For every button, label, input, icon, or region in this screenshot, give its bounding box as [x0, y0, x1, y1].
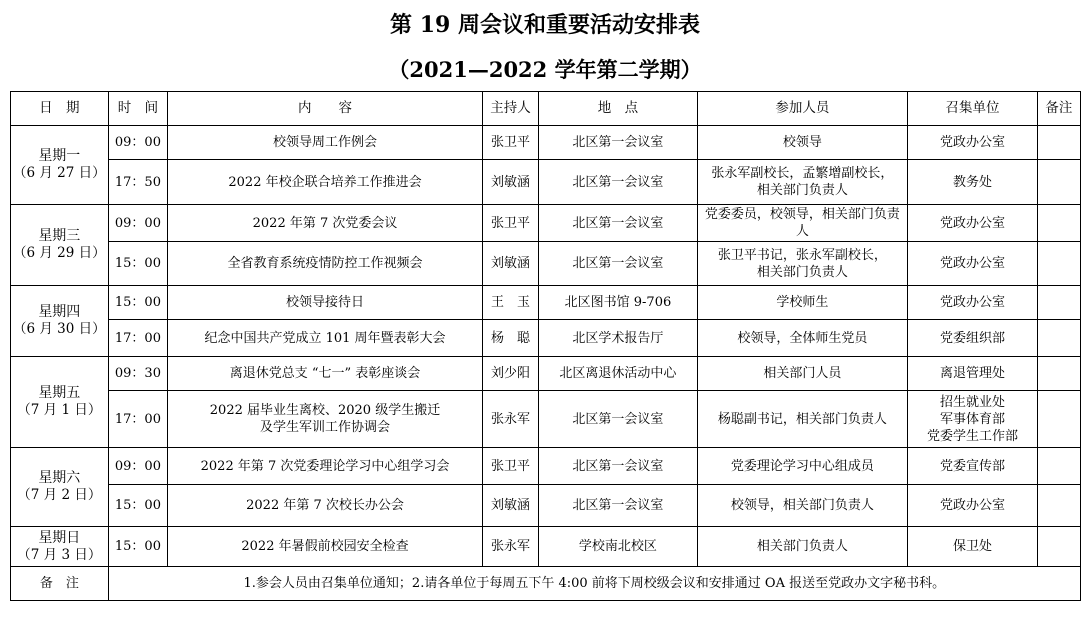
table-row	[11, 160, 1081, 205]
event-place: 学校南北校区	[539, 527, 697, 567]
event-participants: 校领导，相关部门负责人	[697, 485, 908, 527]
header-row	[11, 92, 1081, 126]
event-organizer	[908, 391, 1038, 448]
day-date: （7 月 3 日）	[17, 546, 102, 563]
event-content: 校领导周工作例会	[168, 126, 483, 160]
page-title: 第 19 周会议和重要活动安排表	[390, 12, 700, 38]
event-organizer: 党政办公室	[908, 126, 1038, 160]
event-time: 15：00	[108, 527, 168, 567]
event-place: 北区第一会议室	[539, 485, 697, 527]
event-participants: 校领导	[697, 126, 908, 160]
event-participants-line: 张卫平书记，张永军副校长，	[717, 247, 887, 263]
event-remark	[1037, 320, 1080, 357]
event-participants: 杨聪副书记，相关部门负责人	[697, 391, 908, 448]
event-remark	[1037, 485, 1080, 527]
event-host: 刘敏涵	[482, 160, 539, 205]
event-content: 全省教育系统疫情防控工作视频会	[168, 242, 483, 286]
event-time: 09：00	[108, 126, 168, 160]
event-time: 15：00	[108, 242, 168, 286]
header-date: 日 期	[11, 92, 109, 126]
event-participants: 学校师生	[697, 286, 908, 320]
day-name: 星期日	[38, 529, 81, 546]
event-participants-line: 张永军副校长，孟繁增副校长，	[711, 166, 894, 181]
event-organizer: 党政办公室	[908, 205, 1038, 242]
header-time: 时 间	[108, 92, 168, 126]
event-content: 离退休党总支 “七一” 表彰座谈会	[168, 357, 483, 391]
event-participants-line: 相关部门负责人	[756, 264, 848, 280]
event-host: 刘敏涵	[482, 485, 539, 527]
event-organizer: 党政办公室	[908, 286, 1038, 320]
event-organizer: 党政办公室	[908, 242, 1038, 286]
event-time: 09：30	[108, 357, 168, 391]
schedule-table	[10, 91, 1081, 601]
event-organizer: 党委宣传部	[908, 448, 1038, 485]
event-place: 北区第一会议室	[539, 205, 697, 242]
event-remark	[1037, 160, 1080, 205]
event-time: 17：00	[108, 391, 168, 448]
header-participants: 参加人员	[697, 92, 908, 126]
event-place: 北区学术报告厅	[539, 320, 697, 357]
day-date: （6 月 30 日）	[13, 321, 106, 337]
event-organizer: 党政办公室	[908, 485, 1038, 527]
day-date: （6 月 27 日）	[13, 165, 106, 181]
event-organizer-line: 招生就业处	[940, 394, 1006, 410]
table-row	[11, 357, 1081, 391]
event-content: 纪念中国共产党成立 101 周年暨表彰大会	[168, 320, 483, 357]
header-place: 地 点	[539, 92, 697, 126]
day-cell	[11, 357, 109, 448]
notes-row	[11, 567, 1081, 601]
event-host: 张永军	[482, 527, 539, 567]
event-organizer: 教务处	[908, 160, 1038, 205]
event-participants: 相关部门负责人	[697, 527, 908, 567]
event-place: 北区第一会议室	[539, 242, 697, 286]
day-name: 星期四	[38, 304, 81, 320]
day-cell	[11, 286, 109, 357]
event-organizer: 离退管理处	[908, 357, 1038, 391]
event-host: 杨 聪	[482, 320, 539, 357]
event-place: 北区第一会议室	[539, 448, 697, 485]
event-organizer-line: 军事体育部	[940, 411, 1006, 427]
event-content	[168, 391, 483, 448]
event-content: 2022 年第 7 次党委理论学习中心组学习会	[168, 448, 483, 485]
table-row	[11, 485, 1081, 527]
event-participants: 校领导，全体师生党员	[697, 320, 908, 357]
event-remark	[1037, 242, 1080, 286]
notes-label: 备 注	[11, 567, 109, 601]
event-participants	[697, 242, 908, 286]
day-name: 星期六	[38, 470, 81, 486]
table-row	[11, 527, 1081, 567]
day-name: 星期五	[38, 385, 81, 401]
event-remark	[1037, 357, 1080, 391]
event-participants: 党委委员，校领导，相关部门负责人	[697, 205, 908, 242]
table-row	[11, 242, 1081, 286]
event-place: 北区第一会议室	[539, 126, 697, 160]
event-host: 张永军	[482, 391, 539, 448]
event-content: 2022 年暑假前校园安全检查	[168, 527, 483, 567]
event-place: 北区第一会议室	[539, 160, 697, 205]
event-host: 刘敏涵	[482, 242, 539, 286]
header-organizer: 召集单位	[908, 92, 1038, 126]
event-content: 2022 年第 7 次校长办公会	[168, 485, 483, 527]
event-host: 张卫平	[482, 448, 539, 485]
event-time: 17：00	[108, 320, 168, 357]
event-place: 北区第一会议室	[539, 391, 697, 448]
event-time: 09：00	[108, 205, 168, 242]
header-content: 内 容	[168, 92, 483, 126]
event-content: 2022 年校企联合培养工作推进会	[168, 160, 483, 205]
event-content: 校领导接待日	[168, 286, 483, 320]
event-place: 北区离退休活动中心	[539, 357, 697, 391]
event-time: 17：50	[108, 160, 168, 205]
day-name: 星期三	[38, 228, 81, 244]
day-name: 星期一	[38, 148, 81, 164]
header-host: 主持人	[482, 92, 539, 126]
header-remark: 备注	[1037, 92, 1080, 126]
event-content-line: 2022 届毕业生离校、2020 级学生搬迁	[209, 403, 441, 418]
event-remark	[1037, 391, 1080, 448]
event-remark	[1037, 205, 1080, 242]
schedule-body	[11, 126, 1081, 567]
event-organizer: 党委组织部	[908, 320, 1038, 357]
event-remark	[1037, 527, 1080, 567]
day-cell	[11, 448, 109, 527]
event-host: 刘少阳	[482, 357, 539, 391]
day-date: （6 月 29 日）	[13, 245, 106, 261]
table-row	[11, 126, 1081, 160]
event-place: 北区图书馆 9-706	[539, 286, 697, 320]
event-participants: 党委理论学习中心组成员	[697, 448, 908, 485]
event-host: 张卫平	[482, 126, 539, 160]
event-remark	[1037, 448, 1080, 485]
event-time: 15：00	[108, 286, 168, 320]
day-cell	[11, 126, 109, 205]
event-host: 张卫平	[482, 205, 539, 242]
event-content: 2022 年第 7 次党委会议	[168, 205, 483, 242]
event-remark	[1037, 286, 1080, 320]
event-host: 王 玉	[482, 286, 539, 320]
page-subtitle: （2021—2022 学年第二学期）	[388, 57, 702, 82]
table-row	[11, 448, 1081, 485]
table-row	[11, 320, 1081, 357]
event-participants	[697, 160, 908, 205]
table-row	[11, 205, 1081, 242]
table-row	[11, 391, 1081, 448]
event-remark	[1037, 126, 1080, 160]
event-content-line: 及学生军训工作协调会	[260, 420, 391, 435]
day-cell	[11, 205, 109, 286]
event-time: 09：00	[108, 448, 168, 485]
event-participants: 相关部门人员	[697, 357, 908, 391]
event-time: 15：00	[108, 485, 168, 527]
event-organizer-line: 党委学生工作部	[927, 428, 1019, 444]
event-organizer: 保卫处	[908, 527, 1038, 567]
event-participants-line: 相关部门负责人	[756, 183, 848, 198]
day-date: （7 月 1 日）	[17, 402, 102, 418]
day-date: （7 月 2 日）	[17, 487, 102, 503]
notes-text: 1.参会人员由召集单位通知；2.请各单位于每周五下午 4:00 前将下周校级会议和安排通过 OA 报送至党政办文字秘书科。	[108, 567, 1080, 601]
table-row	[11, 286, 1081, 320]
day-cell	[11, 527, 109, 567]
